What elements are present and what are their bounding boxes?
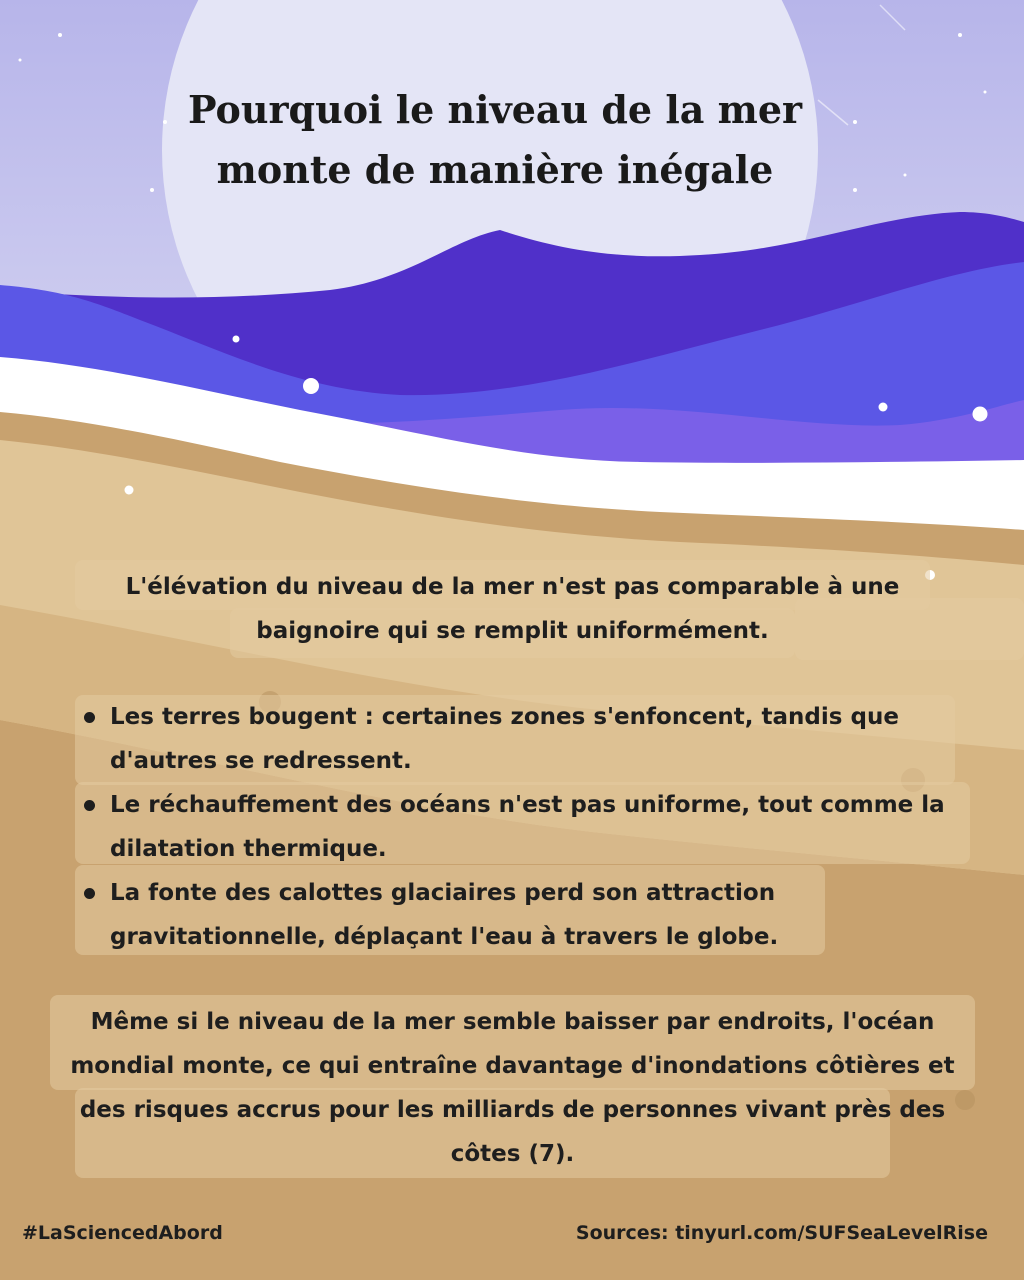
list-item [80, 871, 975, 959]
bullet-text: Les terres bougent : certaines zones s'enfoncent, tandis que d'autres se redressent. [110, 704, 899, 774]
bullet-icon [84, 888, 95, 899]
hashtag: #LaSciencedAbord [22, 1222, 223, 1244]
page-title: Pourquoi le niveau de la mer monte de manière inégale [187, 87, 803, 192]
intro-paragraph: L'élévation du niveau de la mer n'est pas comparable à une baignoire qui se remplit uniformément. [125, 574, 900, 644]
list-item [80, 783, 975, 871]
bullet-icon [84, 800, 95, 811]
sources-link[interactable]: Sources: tinyurl.com/SUFSeaLevelRise [575, 1222, 988, 1244]
list-item [80, 695, 975, 783]
bullet-text: Le réchauffement des océans n'est pas uniforme, tout comme la dilatation thermique. [110, 792, 945, 862]
bullet-icon [84, 712, 95, 723]
conclusion-paragraph: Même si le niveau de la mer semble baisser par endroits, l'océan mondial monte, ce qui entraîne davantage d'inondations côtières et des risques accrus pour les milliards de personnes vivant près des côtes (7). [70, 1009, 955, 1167]
bullet-text: La fonte des calottes glaciaires perd son attraction gravitationnelle, déplaçant l'eau à travers le globe. [110, 880, 779, 950]
bullet-list [80, 695, 975, 959]
